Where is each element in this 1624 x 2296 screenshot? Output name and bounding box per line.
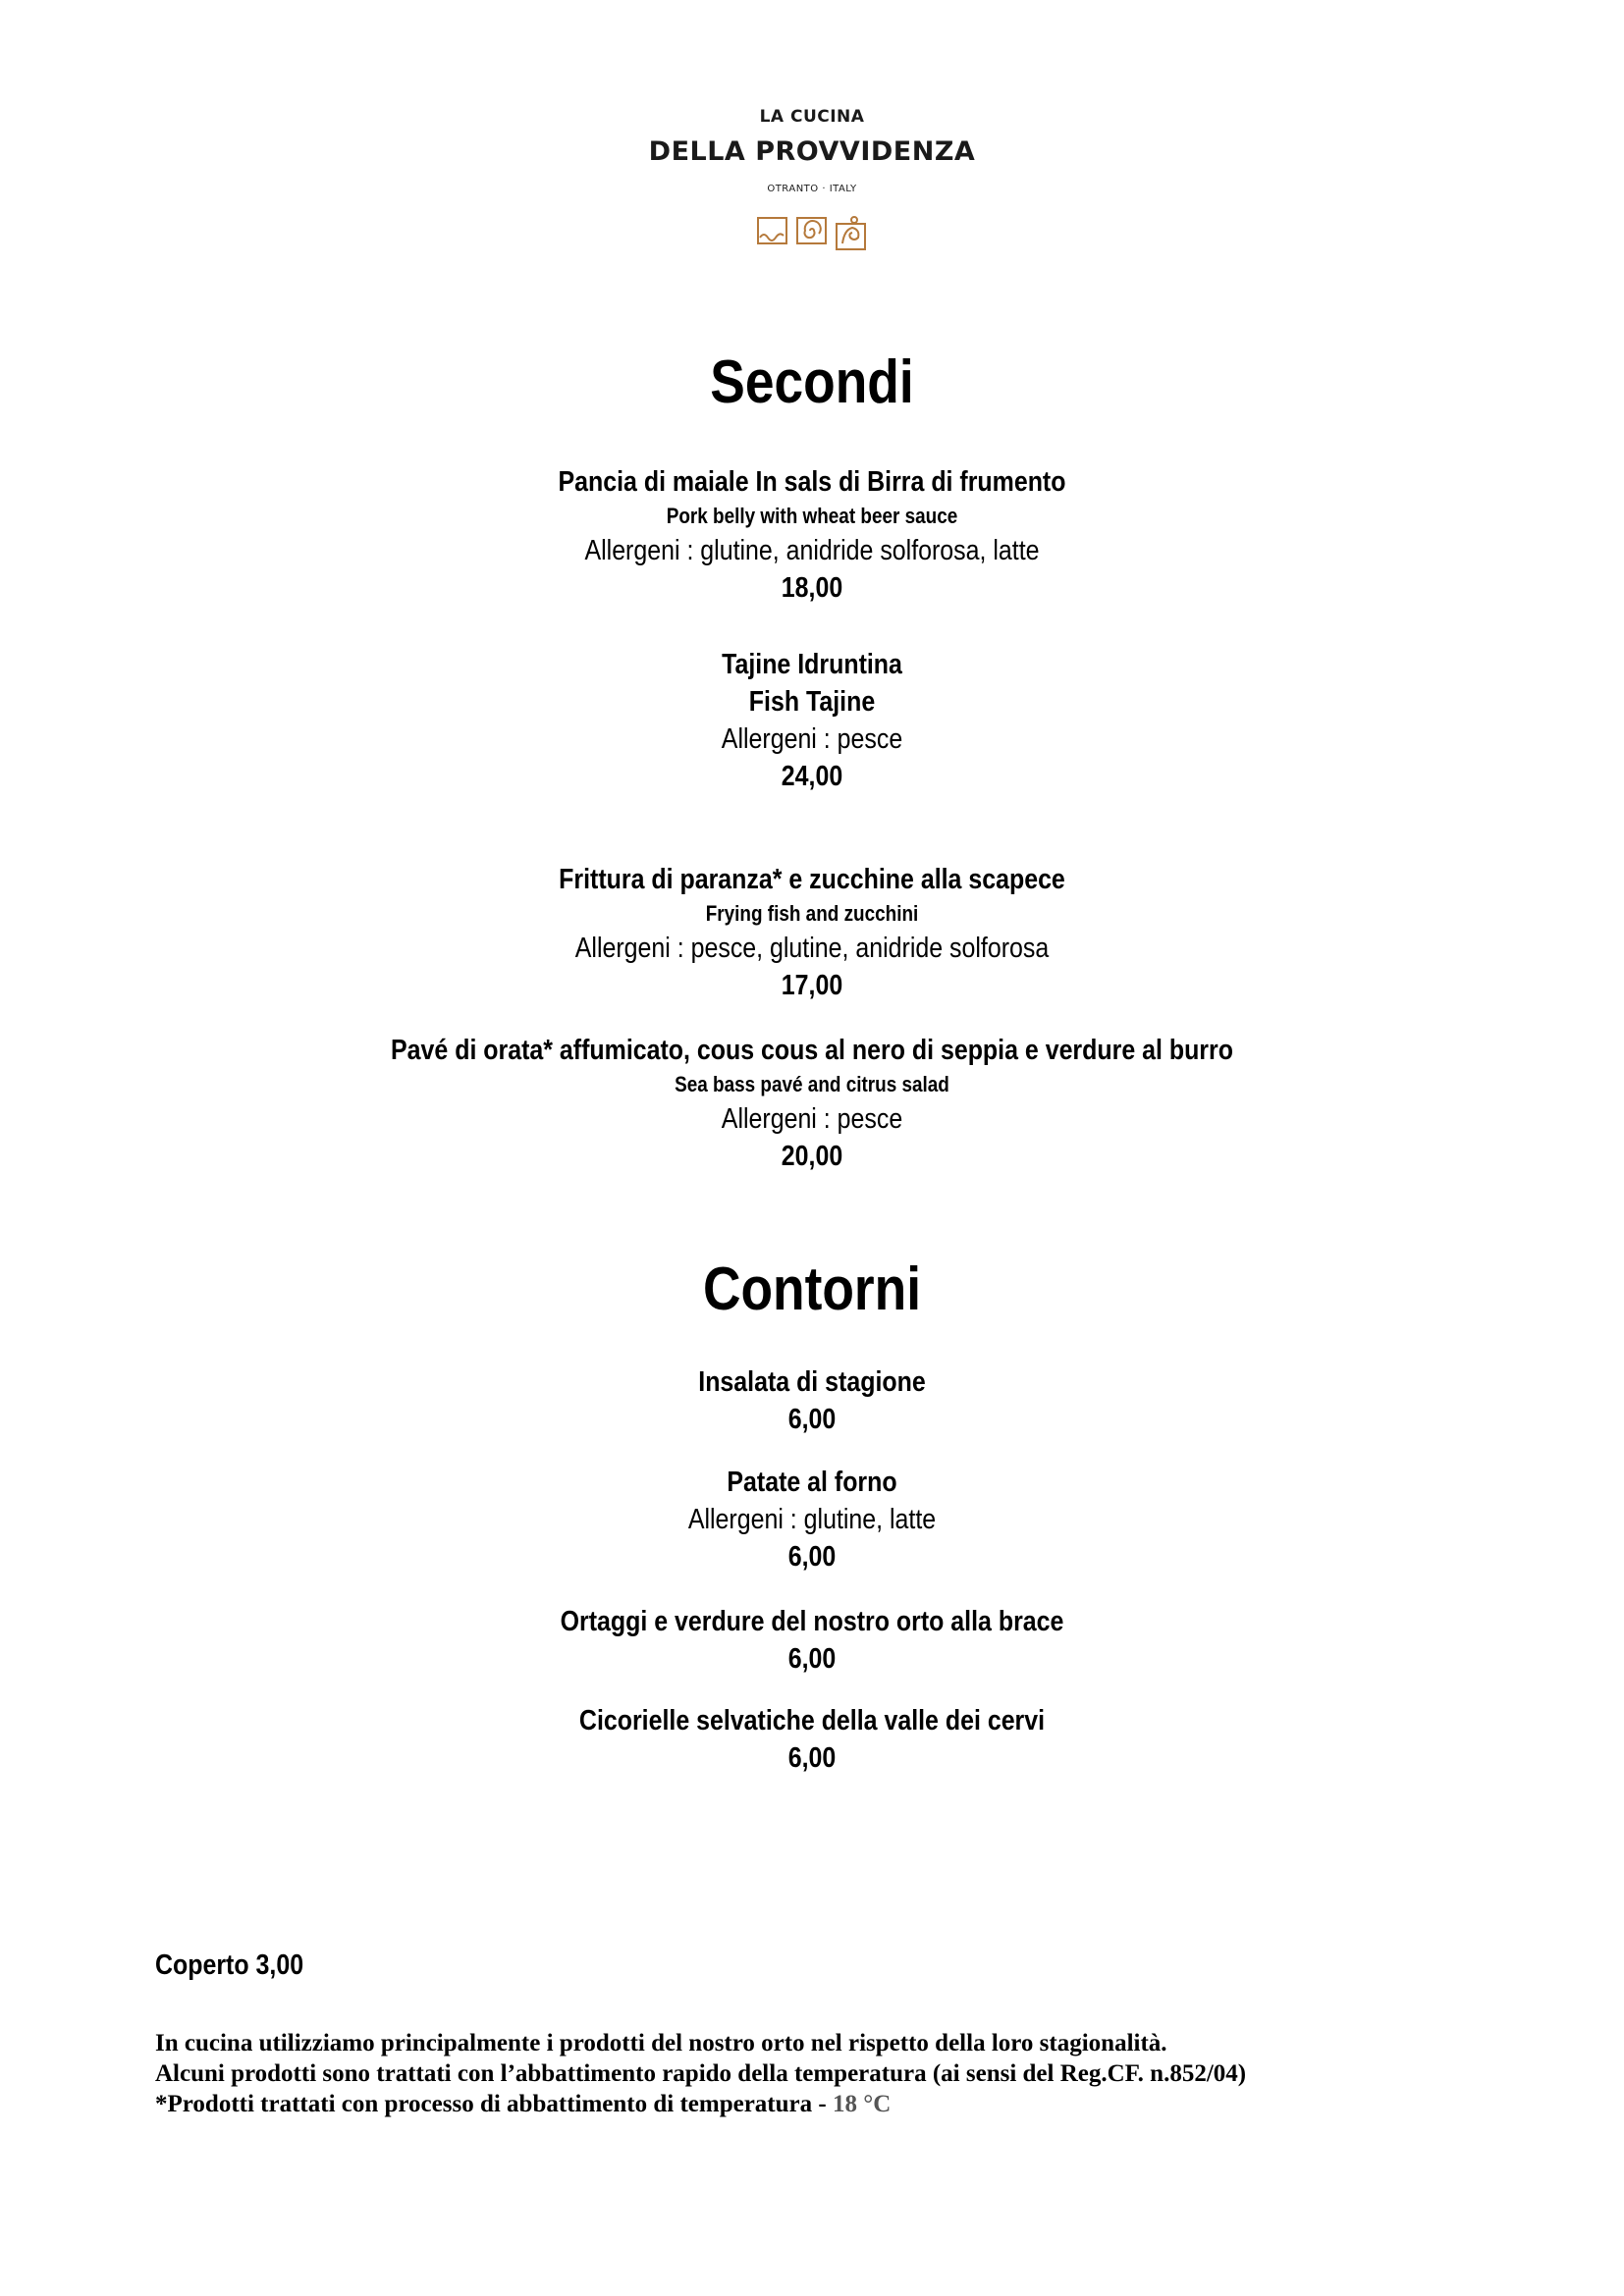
- dish-translation: Frying fish and zucchini: [705, 901, 919, 926]
- dish-translation: Sea bass pavé and citrus salad: [675, 1072, 949, 1096]
- logo-tile-snail-icon: [835, 214, 868, 253]
- logo-tile-wave-icon: [756, 214, 789, 247]
- menu-item: [0, 1363, 1624, 1438]
- logo-emblem-icon: [0, 214, 1624, 253]
- dish-allergens: Allergeni : pesce: [721, 1103, 903, 1135]
- dish-price: 18,00: [781, 572, 843, 604]
- dish-name: Ortaggi e verdure del nostro orto alla brace: [560, 1606, 1064, 1637]
- note-line: Alcuni prodotti sono trattati con l’abbattimento rapido della temperatura (ai sensi del Reg.CF. n.852/04): [155, 2060, 1247, 2087]
- dish-name: Pavé di orata* affumicato, cous cous al nero di seppia e verdure al burro: [391, 1035, 1233, 1066]
- dish-price: 17,00: [781, 970, 843, 1001]
- cover-charge: Coperto 3,00: [155, 1949, 304, 1981]
- logo-place-text: OTRANTO · ITALY: [767, 184, 857, 194]
- dish-allergens: Allergeni : pesce: [721, 723, 903, 755]
- dish-name: Patate al forno: [727, 1467, 897, 1498]
- dish-price: 6,00: [787, 1742, 837, 1774]
- menu-item: [0, 1464, 1624, 1575]
- logo-tile-spiral-icon: [795, 214, 829, 247]
- dish-name: Pancia di maiale In sals di Birra di frumento: [558, 466, 1066, 498]
- menu-item: [0, 646, 1624, 795]
- logo-name-text: DELLA PROVVIDENZA: [648, 136, 976, 167]
- kitchen-notes: [155, 2028, 1246, 2119]
- menu-item: [0, 1032, 1624, 1175]
- dish-price: 20,00: [781, 1141, 843, 1172]
- dish-allergens: Allergeni : glutine, anidride solforosa, latte: [584, 535, 1040, 566]
- dish-price: 6,00: [787, 1541, 837, 1573]
- note-line: In cucina utilizziamo principalmente i prodotti del nostro orto nel rispetto della loro stagionalità.: [155, 2030, 1167, 2056]
- dish-price: 6,00: [787, 1404, 837, 1435]
- menu-item: [0, 463, 1624, 607]
- dish-name: Tajine Idruntina: [722, 649, 902, 680]
- menu-item: [0, 1702, 1624, 1777]
- logo-top-text: LA CUCINA: [759, 107, 865, 127]
- section-title-contorni: Contorni: [702, 1255, 922, 1323]
- dish-price: 6,00: [787, 1643, 837, 1675]
- section-title-secondi: Secondi: [710, 348, 914, 416]
- dish-allergens: Allergeni : glutine, latte: [687, 1504, 937, 1535]
- menu-item: [0, 861, 1624, 1004]
- dish-translation: Fish Tajine: [748, 686, 876, 718]
- dish-allergens: Allergeni : pesce, glutine, anidride solforosa: [574, 933, 1050, 964]
- dish-price: 24,00: [781, 761, 843, 792]
- note-temperature: 18 °C: [832, 2091, 892, 2117]
- dish-name: Frittura di paranza* e zucchine alla scapece: [559, 864, 1065, 895]
- note-line: [155, 2089, 1246, 2119]
- dish-translation: Pork belly with wheat beer sauce: [666, 504, 958, 528]
- dish-name: Insalata di stagione: [698, 1366, 926, 1398]
- note-text: *Prodotti trattati con processo di abbattimento di temperatura -: [155, 2091, 833, 2117]
- restaurant-logo: [0, 106, 1624, 253]
- dish-name: Cicorielle selvatiche della valle dei cervi: [578, 1705, 1046, 1736]
- menu-item: [0, 1603, 1624, 1678]
